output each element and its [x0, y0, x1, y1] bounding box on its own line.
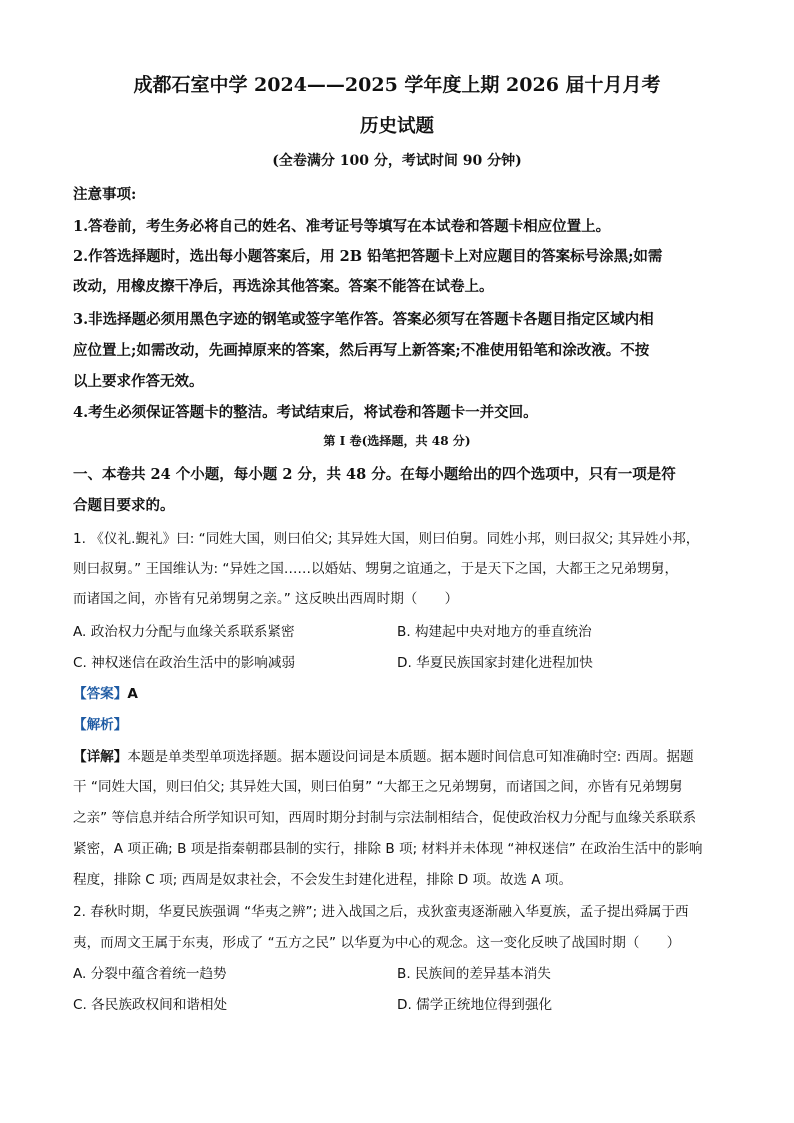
- q1-stem-line: 1. 《仪礼.覲礼》曰: “同姓大国，则曰伯父; 其异姓大国，则曰伯舅。同姓小邦，则曰叔父; 其异姓小邦，: [73, 531, 700, 547]
- q2-option-b: B. 民族间的差异基本消失: [397, 966, 551, 982]
- exam-title: 成都石室中学 2024——2025 学年度上期 2026 届十月月考: [133, 74, 661, 96]
- q1-stem-line: 则曰叔舅。” 王国维认为: “异姓之国……以婚姑、甥舅之谊通之，于是天下之国，大都王之兄弟甥舅，: [73, 561, 679, 577]
- q1-detail-line: 干 “同姓大国，则曰伯父; 其异姓大国，则曰伯舅” “大都王之兄弟甥舅，而诸国之间，亦皆有兄弟甥舅: [73, 779, 683, 795]
- q1-option-b: B. 构建起中央对地方的垂直统治: [397, 624, 592, 640]
- q2-option-c: C. 各民族政权间和谐相处: [73, 997, 228, 1013]
- subject-title: 历史试题: [359, 116, 434, 137]
- notes-heading: 注意事项:: [73, 186, 137, 203]
- q1-detail-line: 之亲” 等信息并结合所学知识可知，西周时期分封制与宗法制相结合，促使政治权力分配与血缘关系联系: [73, 810, 697, 826]
- section-intro: 合题目要求的。: [73, 497, 175, 514]
- q1-option-c: C. 神权迷信在政治生活中的影响减弱: [73, 655, 296, 671]
- note-line: 应位置上;如需改动，先画掉原来的答案，然后再写上新答案;不准使用铅笔和涂改液。不按: [73, 342, 650, 359]
- q2-option-d: D. 儒学正统地位得到强化: [397, 997, 553, 1013]
- detail-tag: 【详解】: [73, 749, 128, 765]
- note-line: 1.答卷前，考生务必将自己的姓名、准考证号等填写在本试卷和答题卡相应位置上。: [73, 218, 611, 235]
- q1-stem-line: 而诸国之间，亦皆有兄弟甥舅之亲。” 这反映出西周时期（ ）: [73, 591, 459, 607]
- q2-stem-line: 夷，而周文王属于东夷，形成了 “五方之民” 以华夏为中心的观念。这一变化反映了战国时期（ ）: [73, 935, 681, 951]
- q1-option-a: A. 政治权力分配与血缘关系联系紧密: [73, 624, 295, 640]
- q2-stem-line: 2. 春秋时期，华夏民族强调 “华夷之辨”; 进入战国之后，戎狄蛮夷逐渐融入华夏族，孟子提出舜属于西: [73, 904, 689, 920]
- answer-value: A: [127, 686, 138, 702]
- score-info: (全卷满分 100 分，考试时间 90 分钟): [272, 153, 522, 169]
- note-line: 4.考生必须保证答题卡的整洁。考试结束后，将试卷和答题卡一并交回。: [73, 404, 538, 421]
- analysis-tag: 【解析】: [73, 717, 128, 733]
- note-line: 以上要求作答无效。: [73, 373, 204, 390]
- answer-tag: 【答案】: [73, 686, 128, 702]
- detail-text: 本题是单类型单项选择题。据本题设问词是本质题。据本题时间信息可知准确时空: 西周。据题: [127, 749, 694, 765]
- note-line: 2.作答选择题时，选出每小题答案后，用 2B 铅笔把答题卡上对应题目的答案标号涂黑;如需: [73, 248, 663, 265]
- q2-option-a: A. 分裂中蕴含着统一趋势: [73, 966, 227, 982]
- note-line: 改动，用橡皮擦干净后，再选涂其他答案。答案不能答在试卷上。: [73, 278, 494, 295]
- section-intro: 一、本卷共 24 个小题，每小题 2 分，共 48 分。在每小题给出的四个选项中，只有一项是符: [73, 466, 676, 483]
- q1-detail-line: 程度，排除 C 项; 西周是奴隶社会，不会发生封建化进程，排除 D 项。故选 A 项。: [73, 872, 573, 888]
- q1-answer: [73, 682, 138, 702]
- q1-detail-line: 紧密，A 项正确; B 项是指秦朝郡县制的实行，排除 B 项; 材料并未体现 “神权迷信” 在政治生活中的影响: [73, 841, 703, 857]
- q1-option-d: D. 华夏民族国家封建化进程加快: [397, 655, 593, 671]
- q1-detail-line: [73, 745, 694, 765]
- note-line: 3.非选择题必须用黑色字迹的钢笔或签字笔作答。答案必须写在答题卡各题目指定区域内相: [73, 311, 654, 328]
- section-title: 第 I 卷(选择题，共 48 分): [323, 434, 471, 448]
